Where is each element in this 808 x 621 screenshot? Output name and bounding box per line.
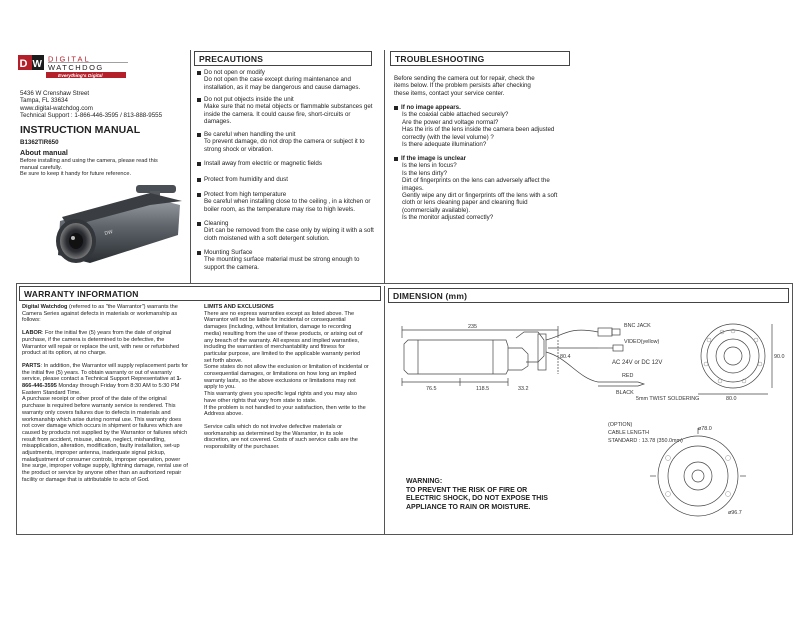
trouble-line: Is the lens in focus? xyxy=(402,162,457,170)
frame-left xyxy=(16,283,17,534)
divider-left xyxy=(190,50,191,283)
precaution-title: Install away from electric or magnetic fields xyxy=(204,160,322,167)
dimension-header: DIMENSION (mm) xyxy=(388,288,789,303)
warranty-terms: A purchase receipt or other proof of the date of the original purchase is required before warranty service is rendered. This warranty only covers failures due to defects in materials and workmanship which arise during normal use. This warranty does not cover damage which occurs in shipment or failures which are caused by products not supplied by the Warrantor or failures which result from accident, misuse, abuse, neglect, mishandling, misapplication, alteration, modification, faulty installation, set-up adjustments, improper antenna, inadequate signal pickup, maladjustment of consumer controls, improper operation, power line surge, improper voltage supply, lightning damage, rental use of the product or service by anyone other than an authorized repair facility or damage that is attributable to acts of God. xyxy=(22,396,188,483)
precaution-body: The mounting surface material must be strong enough to support the camera. xyxy=(204,256,360,271)
precaution-item xyxy=(197,191,377,213)
svg-text:WATCHDOG: WATCHDOG xyxy=(48,63,104,72)
red-label: RED xyxy=(622,373,634,379)
bullet-icon xyxy=(394,157,398,161)
precaution-item xyxy=(197,176,377,183)
svg-text:DW: DW xyxy=(103,228,114,237)
trouble-title: If the image is unclear xyxy=(401,155,466,162)
precaution-title: Do not open or modify xyxy=(204,69,265,76)
dim-sub1: 76.5 xyxy=(426,386,437,392)
dim-front-h: 90.0 xyxy=(774,354,785,360)
precaution-title: Cleaning xyxy=(204,220,229,227)
bullet-icon xyxy=(197,71,201,75)
limits-text-2: Some states do not allow the exclusion or limitation of incidental or consequential damages, or limitations on how long an implied warranty lasts, so the above exclusions or limitations may not apply to you. xyxy=(204,364,369,391)
bullet-icon xyxy=(197,162,201,166)
divider-mid xyxy=(384,50,385,283)
limits-text-3: This warranty gives you specific legal rights and you may also have other rights that vary from state to state. xyxy=(204,391,357,404)
trouble-line: Dirt of fingerprints on the lens can adversely affect the images. xyxy=(402,177,550,192)
divider-bottom-mid xyxy=(384,286,385,534)
precaution-body: Be careful when installing close to the ceiling , in a kitchen or boiler room, as the temperature may rise to high levels. xyxy=(204,198,371,213)
about-text-2: Be sure to keep it handy for future reference. xyxy=(20,171,132,178)
precaution-title: Do not put objects inside the unit xyxy=(204,96,294,103)
warranty-header: WARRANTY INFORMATION xyxy=(19,286,381,301)
trouble-line: Has the iris of the lens inside the camera been adjusted correctly (with the level volume) ? xyxy=(402,126,555,141)
website[interactable]: www.digital-watchdog.com xyxy=(20,104,93,112)
precaution-item xyxy=(197,96,377,126)
precaution-title: Protect from humidity and dust xyxy=(204,176,288,183)
model-number: B1362TIR650 xyxy=(20,139,59,146)
precaution-body: Dirt can be removed from the case only by wiping it with a soft cloth moistened with a soft detergent solution. xyxy=(204,227,374,242)
precaution-body: To prevent damage, do not drop the camera or subject it to strong shock or vibration. xyxy=(204,138,365,153)
warning-line: TO PREVENT THE RISK OF FIRE OR xyxy=(406,486,528,494)
about-heading: About manual xyxy=(20,148,68,157)
dim-front-w: 80.0 xyxy=(726,396,737,402)
camera-image xyxy=(50,183,190,275)
standard-label: STANDARD : 13.78 (350.0mm) xyxy=(608,438,683,444)
bullet-icon xyxy=(394,106,398,110)
frame-bottom xyxy=(16,534,793,535)
troubleshooting-intro: Before sending the camera out for repair, check the items below. If the problem persists after checking these items, contact your service center. xyxy=(394,75,535,97)
support-phone: Technical Support : 1-866-446-3595 / 813-888-9555 xyxy=(20,112,163,120)
precaution-item xyxy=(197,69,377,91)
address-line-1: 5436 W Crenshaw Street xyxy=(20,90,90,97)
limits-text-4: If the problem is not handled to your satisfaction, then write to the Address above. xyxy=(204,404,366,418)
dim-height: 80.4 xyxy=(560,354,571,360)
warning-line: ELECTRIC SHOCK, DO NOT EXPOSE THIS xyxy=(406,495,548,503)
troubleshooting-header: TROUBLESHOOTING xyxy=(390,51,570,66)
trouble-line: Is the monitor adjusted correctly? xyxy=(402,214,494,222)
soldering-label: 5mm TWIST SOLDERING xyxy=(636,396,700,402)
dim-phi2: ø96.7 xyxy=(728,510,742,516)
dim-sub3: 33.2 xyxy=(518,386,529,392)
address-line-2: Tampa, FL 33634 xyxy=(20,97,68,105)
video-label: VIDEO(yellow) xyxy=(624,339,660,345)
limits-heading: LIMITS AND EXCLUSIONS xyxy=(204,304,274,310)
warranty-intro: Digital Watchdog (referred to as "the Warrantor") warrants the Camera Series against defects in materials or workmanship as follows: xyxy=(22,304,178,324)
bnc-label: BNC JACK xyxy=(624,323,651,329)
warranty-parts: PARTS: In addition, the Warrantor will supply replacement parts for the initial five (5) years. To obtain warranty or out of warranty service, please contact a Technical Support Representative at 1-866-446-3595 Monday through Friday from 8:30 AM to 5:30 PM Eastern Standard Time. xyxy=(22,362,189,396)
troubleshooting-section xyxy=(394,155,564,222)
trouble-line: Is the lens dirty? xyxy=(402,169,448,177)
manual-title: INSTRUCTION MANUAL xyxy=(20,124,141,136)
trouble-line: Are the power and voltage normal? xyxy=(402,118,499,126)
warranty-labor: LABOR: For the initial five (5) years from the date of original purchase, if the camera is determined to be defective, the Warrantor will repair or replace the unit, with new or refurbished product at its option, at no charge. xyxy=(22,330,180,357)
precautions-header: PRECAUTIONS xyxy=(194,51,372,66)
limits-text-5: Service calls which do not involve defective materials or workmanship as determined by the Warrantor, in its sole discretion, are not covered. Costs of such service calls are the responsibility of the purchaser. xyxy=(204,423,358,451)
warning-line: APPLIANCE TO RAIN OR MOISTURE. xyxy=(406,503,531,511)
divider-horizontal xyxy=(16,283,793,284)
black-label: BLACK xyxy=(616,390,634,396)
frame-right xyxy=(792,283,793,534)
bullet-icon xyxy=(197,193,201,197)
bullet-icon xyxy=(197,98,201,102)
dim-phi1: ø78.0 xyxy=(698,426,712,432)
precaution-body: Do not open the case except during maintenance and installation, as it may be dangerous and cause damages. xyxy=(204,76,361,91)
bullet-icon xyxy=(197,133,201,137)
precaution-item xyxy=(197,160,377,167)
svg-text:D: D xyxy=(19,58,28,70)
warning-title: WARNING: xyxy=(406,478,443,485)
bullet-icon xyxy=(197,251,201,255)
svg-text:W: W xyxy=(32,59,42,70)
brand-tagline: Everything's Digital xyxy=(58,74,103,79)
trouble-line: Is there adequate illumination? xyxy=(402,141,487,149)
troubleshooting-section xyxy=(394,104,564,148)
svg-text:DIGITAL: DIGITAL xyxy=(48,54,91,64)
precaution-item xyxy=(197,131,377,153)
brand-logo xyxy=(18,52,130,80)
dim-length: 235 xyxy=(468,324,477,330)
trouble-line: Is the coaxial cable attached securely? xyxy=(402,111,509,119)
option-label: (OPTION) xyxy=(608,422,633,428)
precaution-title: Mounting Surface xyxy=(204,249,253,256)
about-text-1: Before installing and using the camera, please read this manual carefully. xyxy=(20,158,158,171)
power-label: AC 24V or DC 12V xyxy=(612,360,663,366)
limits-text: There are no express warranties except as listed above. The Warrantor will not be liable for incidental or consequential damages (including, without limitation, damage to recording media) resulting from the use of these products, or arising out of any breach of the warranty. All express and implied warranties, including the warranties of merchantability and fitness for particular purpose, are limited to the applicable warranty period set forth above. xyxy=(204,310,363,364)
precaution-title: Be careful when handling the unit xyxy=(204,131,296,138)
bullet-icon xyxy=(197,222,201,226)
precaution-item xyxy=(197,220,377,242)
bullet-icon xyxy=(197,178,201,182)
cable-length-label: CABLE LENGTH xyxy=(608,430,650,436)
trouble-title: If no image appears. xyxy=(401,104,461,111)
precaution-body: Make sure that no metal objects or flammable substances get inside the camera. It could cause fire, short-circuits or damages. xyxy=(204,103,373,126)
trouble-line: Gently wipe any dirt or fingerprints off the lens with a soft cloth or lens cleaning paper and cleaning fluid (commercially available). xyxy=(402,192,558,214)
precaution-item xyxy=(197,249,377,271)
dim-sub2: 118.5 xyxy=(476,386,490,392)
precaution-title: Protect from high temperature xyxy=(204,191,287,198)
